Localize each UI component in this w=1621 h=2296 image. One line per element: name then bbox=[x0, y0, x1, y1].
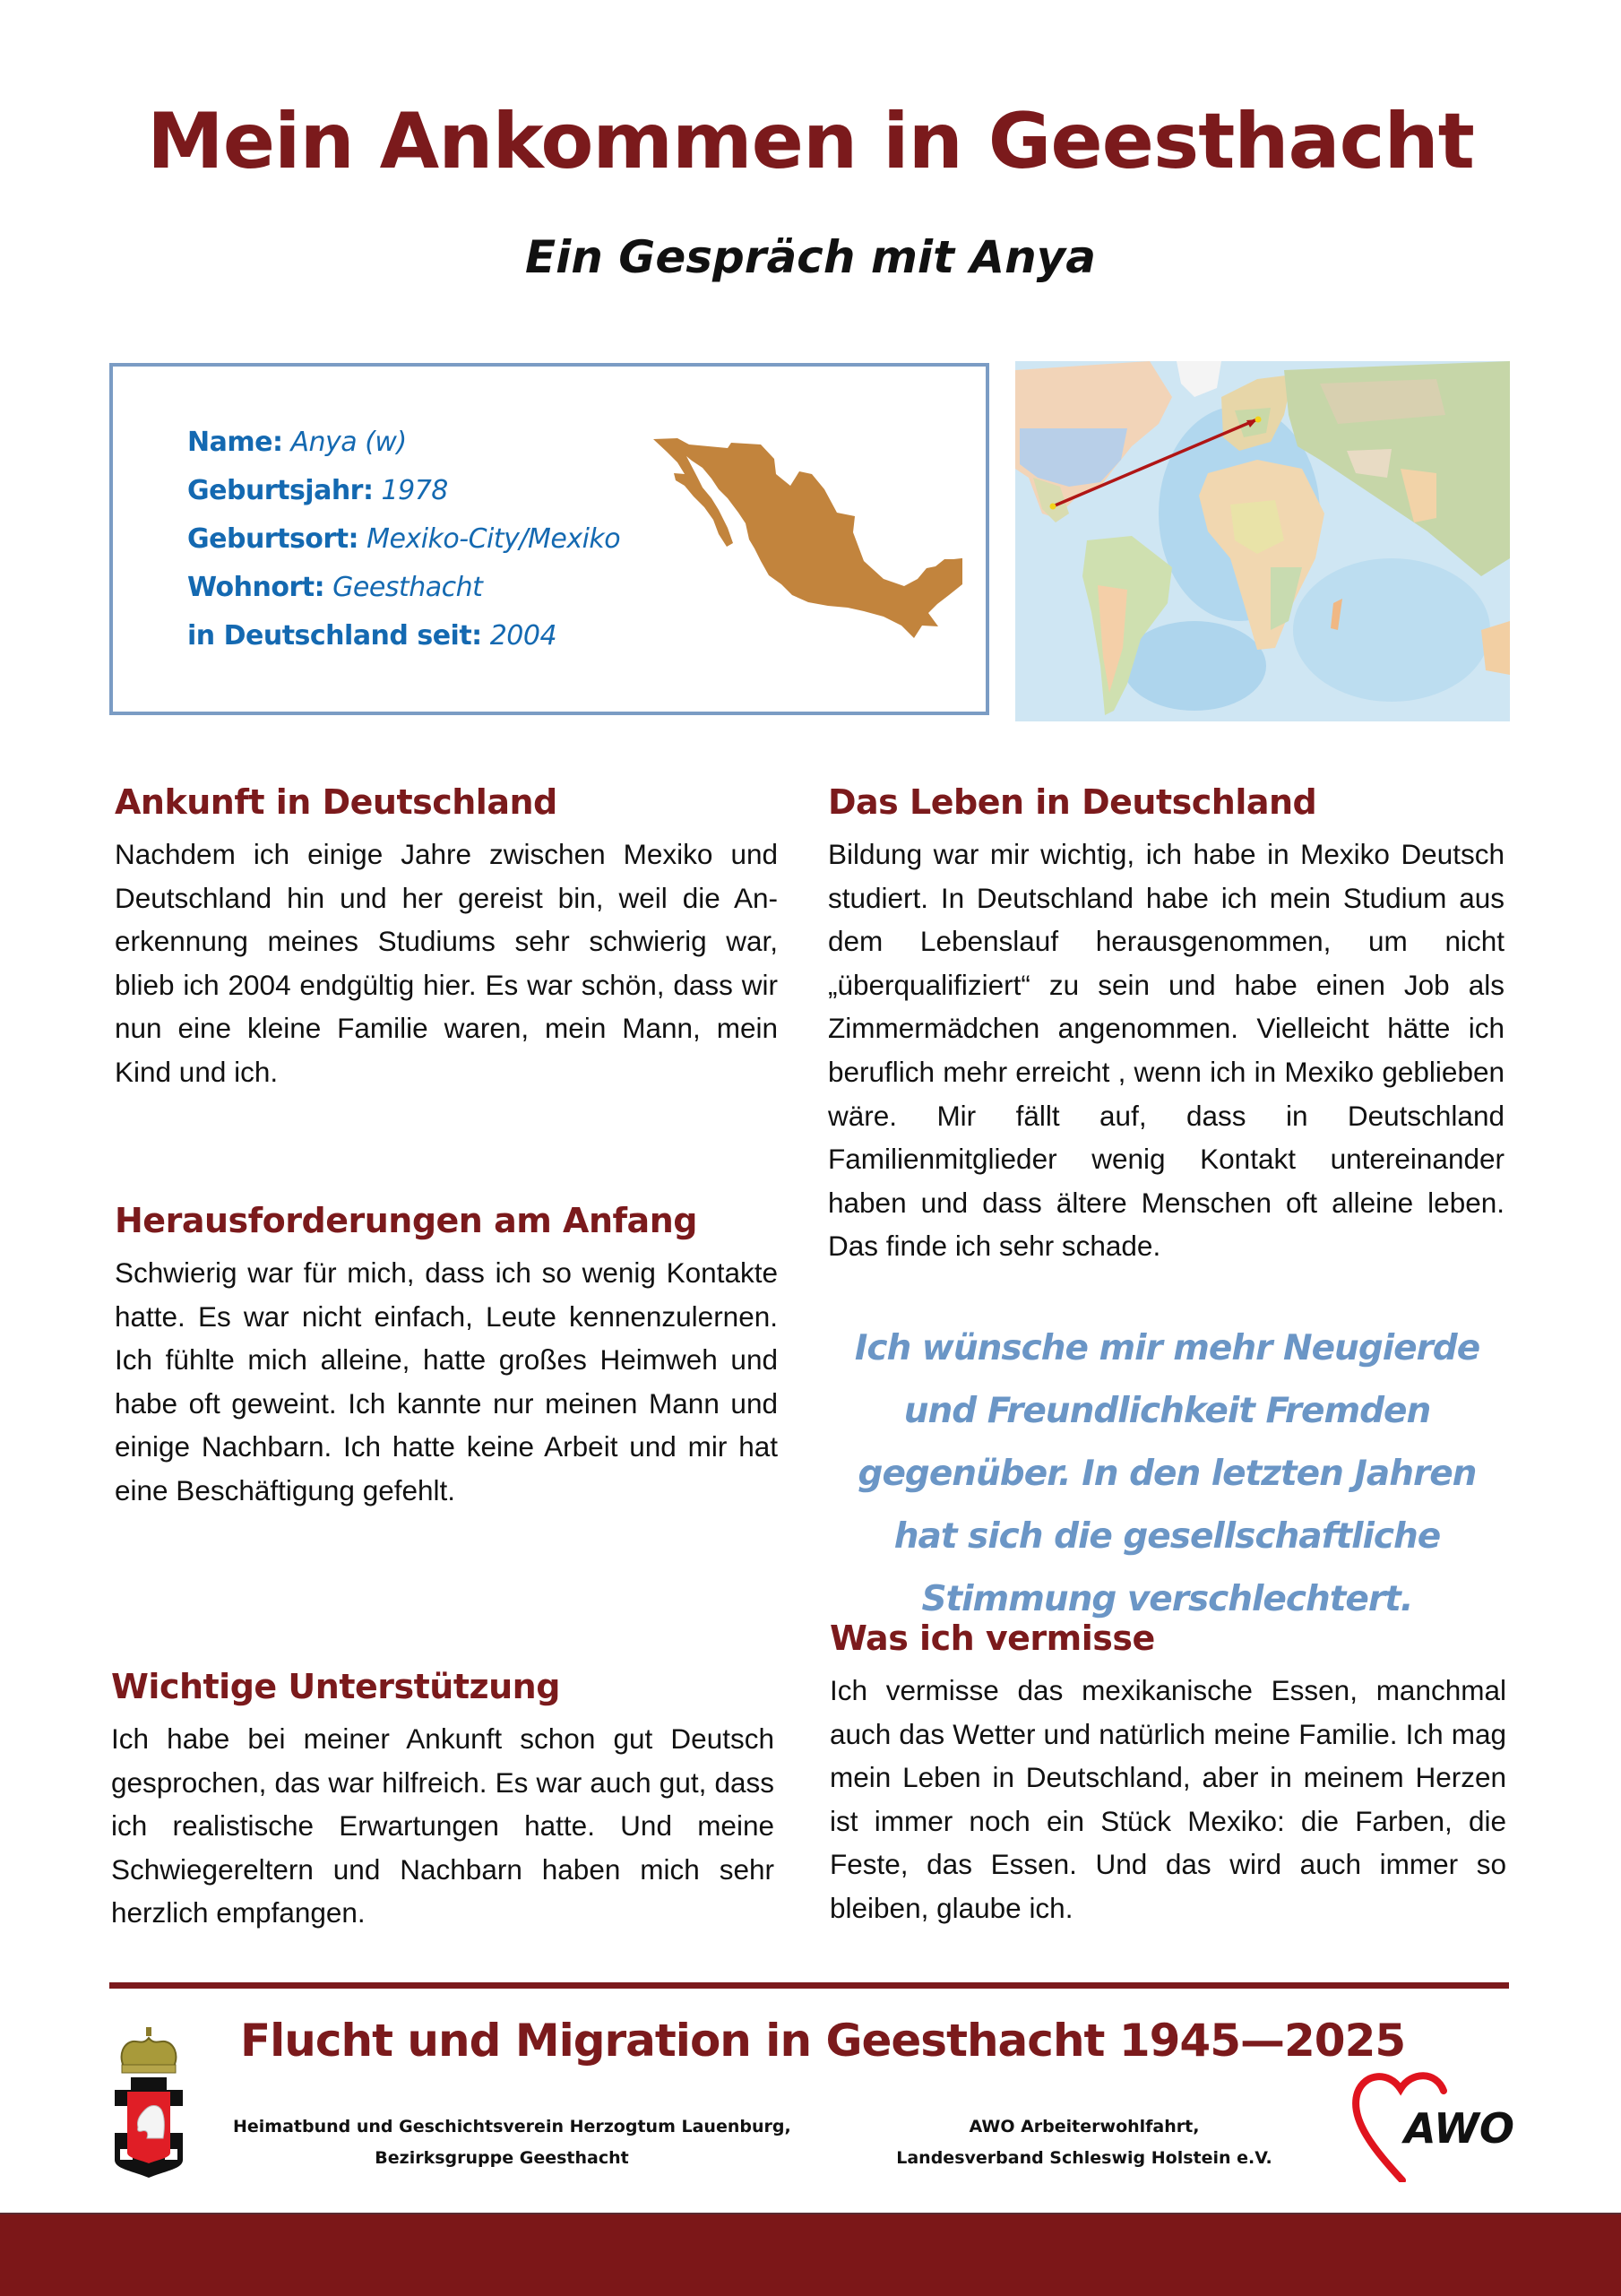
profile-value: 2004 bbox=[489, 620, 557, 652]
pull-quote: Ich wünsche mir mehr Neugierde und Freundlichkeit Fremden gegenüber. In den letzten Jahren hat sich die gesellschaftliche Stimmung verschlechtert. bbox=[854, 1328, 1480, 1619]
section-heading: Herausforderungen am Anfang bbox=[115, 1201, 697, 1240]
profile-label: Geburtsjahr: bbox=[187, 475, 374, 506]
profile-row-birthplace bbox=[187, 515, 620, 564]
world-map bbox=[1015, 361, 1510, 721]
bottom-band bbox=[0, 2213, 1621, 2296]
profile-value: Mexiko-City/Mexiko bbox=[366, 523, 621, 555]
section-body: Bildung war mir wichtig, ich habe in Mexiko Deutsch studiert. In Deutschland habe ich mein Studium aus dem Lebenslauf herausgenommen, um nicht „überqualifiziert“ zu sein und habe einen Job als Zimmermädchen angenommen. Vielleicht hätte ich beruflich mehr erreicht , wenn ich in Mexiko geblieben wäre. Mir fällt auf, dass in Deutschland Familienmitglieder wenig Kontakt untereinander haben und dass ältere Menschen oft alleine leben. Das finde ich sehr schade. bbox=[828, 838, 1505, 1263]
profile-value: 1978 bbox=[381, 475, 448, 506]
section-heading: Was ich vermisse bbox=[830, 1618, 1155, 1658]
section-body: Schwierig war für mich, dass ich so wenig Kontakte hatte. Es war nicht einfach, Leute kennenzulernen. Ich fühlte mich alleine, hatte großes Heimweh und habe oft geweint. Ich kannte nur meinen Mann und einige Nachbarn. Ich hatte keine Arbeit und mir hat eine Beschäftigung gefehlt. bbox=[115, 1256, 778, 1506]
org-heimatbund bbox=[233, 2111, 791, 2174]
awo-logo-text: AWO bbox=[1404, 2104, 1514, 2153]
profile-box bbox=[109, 363, 989, 715]
profile-row-residence bbox=[187, 564, 620, 612]
section-body: Nachdem ich einige Jahre zwischen Mexiko und Deutschland hin und her gereist bin, weil die Anerkennung meines Studiums sehr schwierig war, blieb ich 2004 endgültig hier. Es war schön, dass wir nun eine kleine Familie waren, mein Mann, mein Kind und ich. bbox=[115, 838, 778, 1088]
profile-label: Wohnort: bbox=[187, 572, 325, 603]
org-name-line: AWO Arbeiterwohlfahrt, bbox=[969, 2117, 1200, 2136]
profile-row-name bbox=[187, 419, 620, 467]
profile-list bbox=[187, 419, 620, 660]
profile-row-birthyear bbox=[187, 467, 620, 515]
lauenburg-crest-icon bbox=[111, 2027, 186, 2179]
profile-label: in Deutschland seit: bbox=[187, 620, 482, 652]
profile-label: Geburtsort: bbox=[187, 523, 359, 555]
destination-marker-icon bbox=[1255, 417, 1262, 423]
org-name-line: Bezirksgruppe Geesthacht bbox=[375, 2148, 629, 2168]
profile-value: Geesthacht bbox=[332, 572, 483, 603]
page-subtitle: Ein Gespräch mit Anya bbox=[524, 231, 1096, 283]
footer-title: Flucht und Migration in Geesthacht 1945—2025 bbox=[240, 2015, 1406, 2067]
org-name-line: Heimatbund und Geschichtsverein Herzogtum Lauenburg, bbox=[233, 2117, 791, 2136]
org-awo bbox=[878, 2111, 1290, 2174]
section-body: Ich vermisse das mexikanische Essen, manchmal auch das Wetter und natürlich meine Familie. Ich mag mein Leben in Deutschland, aber in meinem Herzen ist immer noch ein Stück Mexiko: die Farben, die Feste, das Essen. Und das wird auch immer so bleiben, glaube ich. bbox=[830, 1674, 1506, 1924]
section-leben bbox=[828, 782, 1505, 1268]
section-heading: Das Leben in Deutschland bbox=[828, 782, 1317, 822]
section-body: Ich habe bei meiner Ankunft schon gut Deutsch gesprochen, das war hilfreich. Es war auch gut, dass ich realistische Erwartungen hatte. Und meine Schwiegereltern und Nachbarn haben mich sehr herzlich empfangen. bbox=[111, 1722, 774, 1929]
section-unterstuetzung bbox=[111, 1667, 774, 1935]
section-heading: Wichtige Unterstützung bbox=[111, 1667, 560, 1706]
world-map-graphic bbox=[1015, 361, 1510, 721]
origin-marker-icon bbox=[1050, 504, 1056, 510]
org-name-line: Landesverband Schleswig Holstein e.V. bbox=[896, 2148, 1272, 2168]
awo-logo-icon bbox=[1349, 2066, 1523, 2182]
mexico-map-icon bbox=[649, 434, 962, 640]
footer-divider bbox=[109, 1982, 1509, 1989]
section-heading: Ankunft in Deutschland bbox=[115, 782, 557, 822]
section-herausforderungen bbox=[115, 1201, 778, 1513]
page-title: Mein Ankommen in Geesthacht bbox=[147, 97, 1474, 186]
section-vermisse bbox=[830, 1618, 1506, 1930]
section-ankunft bbox=[115, 782, 778, 1094]
profile-row-since bbox=[187, 612, 620, 660]
profile-label: Name: bbox=[187, 427, 283, 458]
profile-value: Anya (w) bbox=[290, 427, 407, 458]
